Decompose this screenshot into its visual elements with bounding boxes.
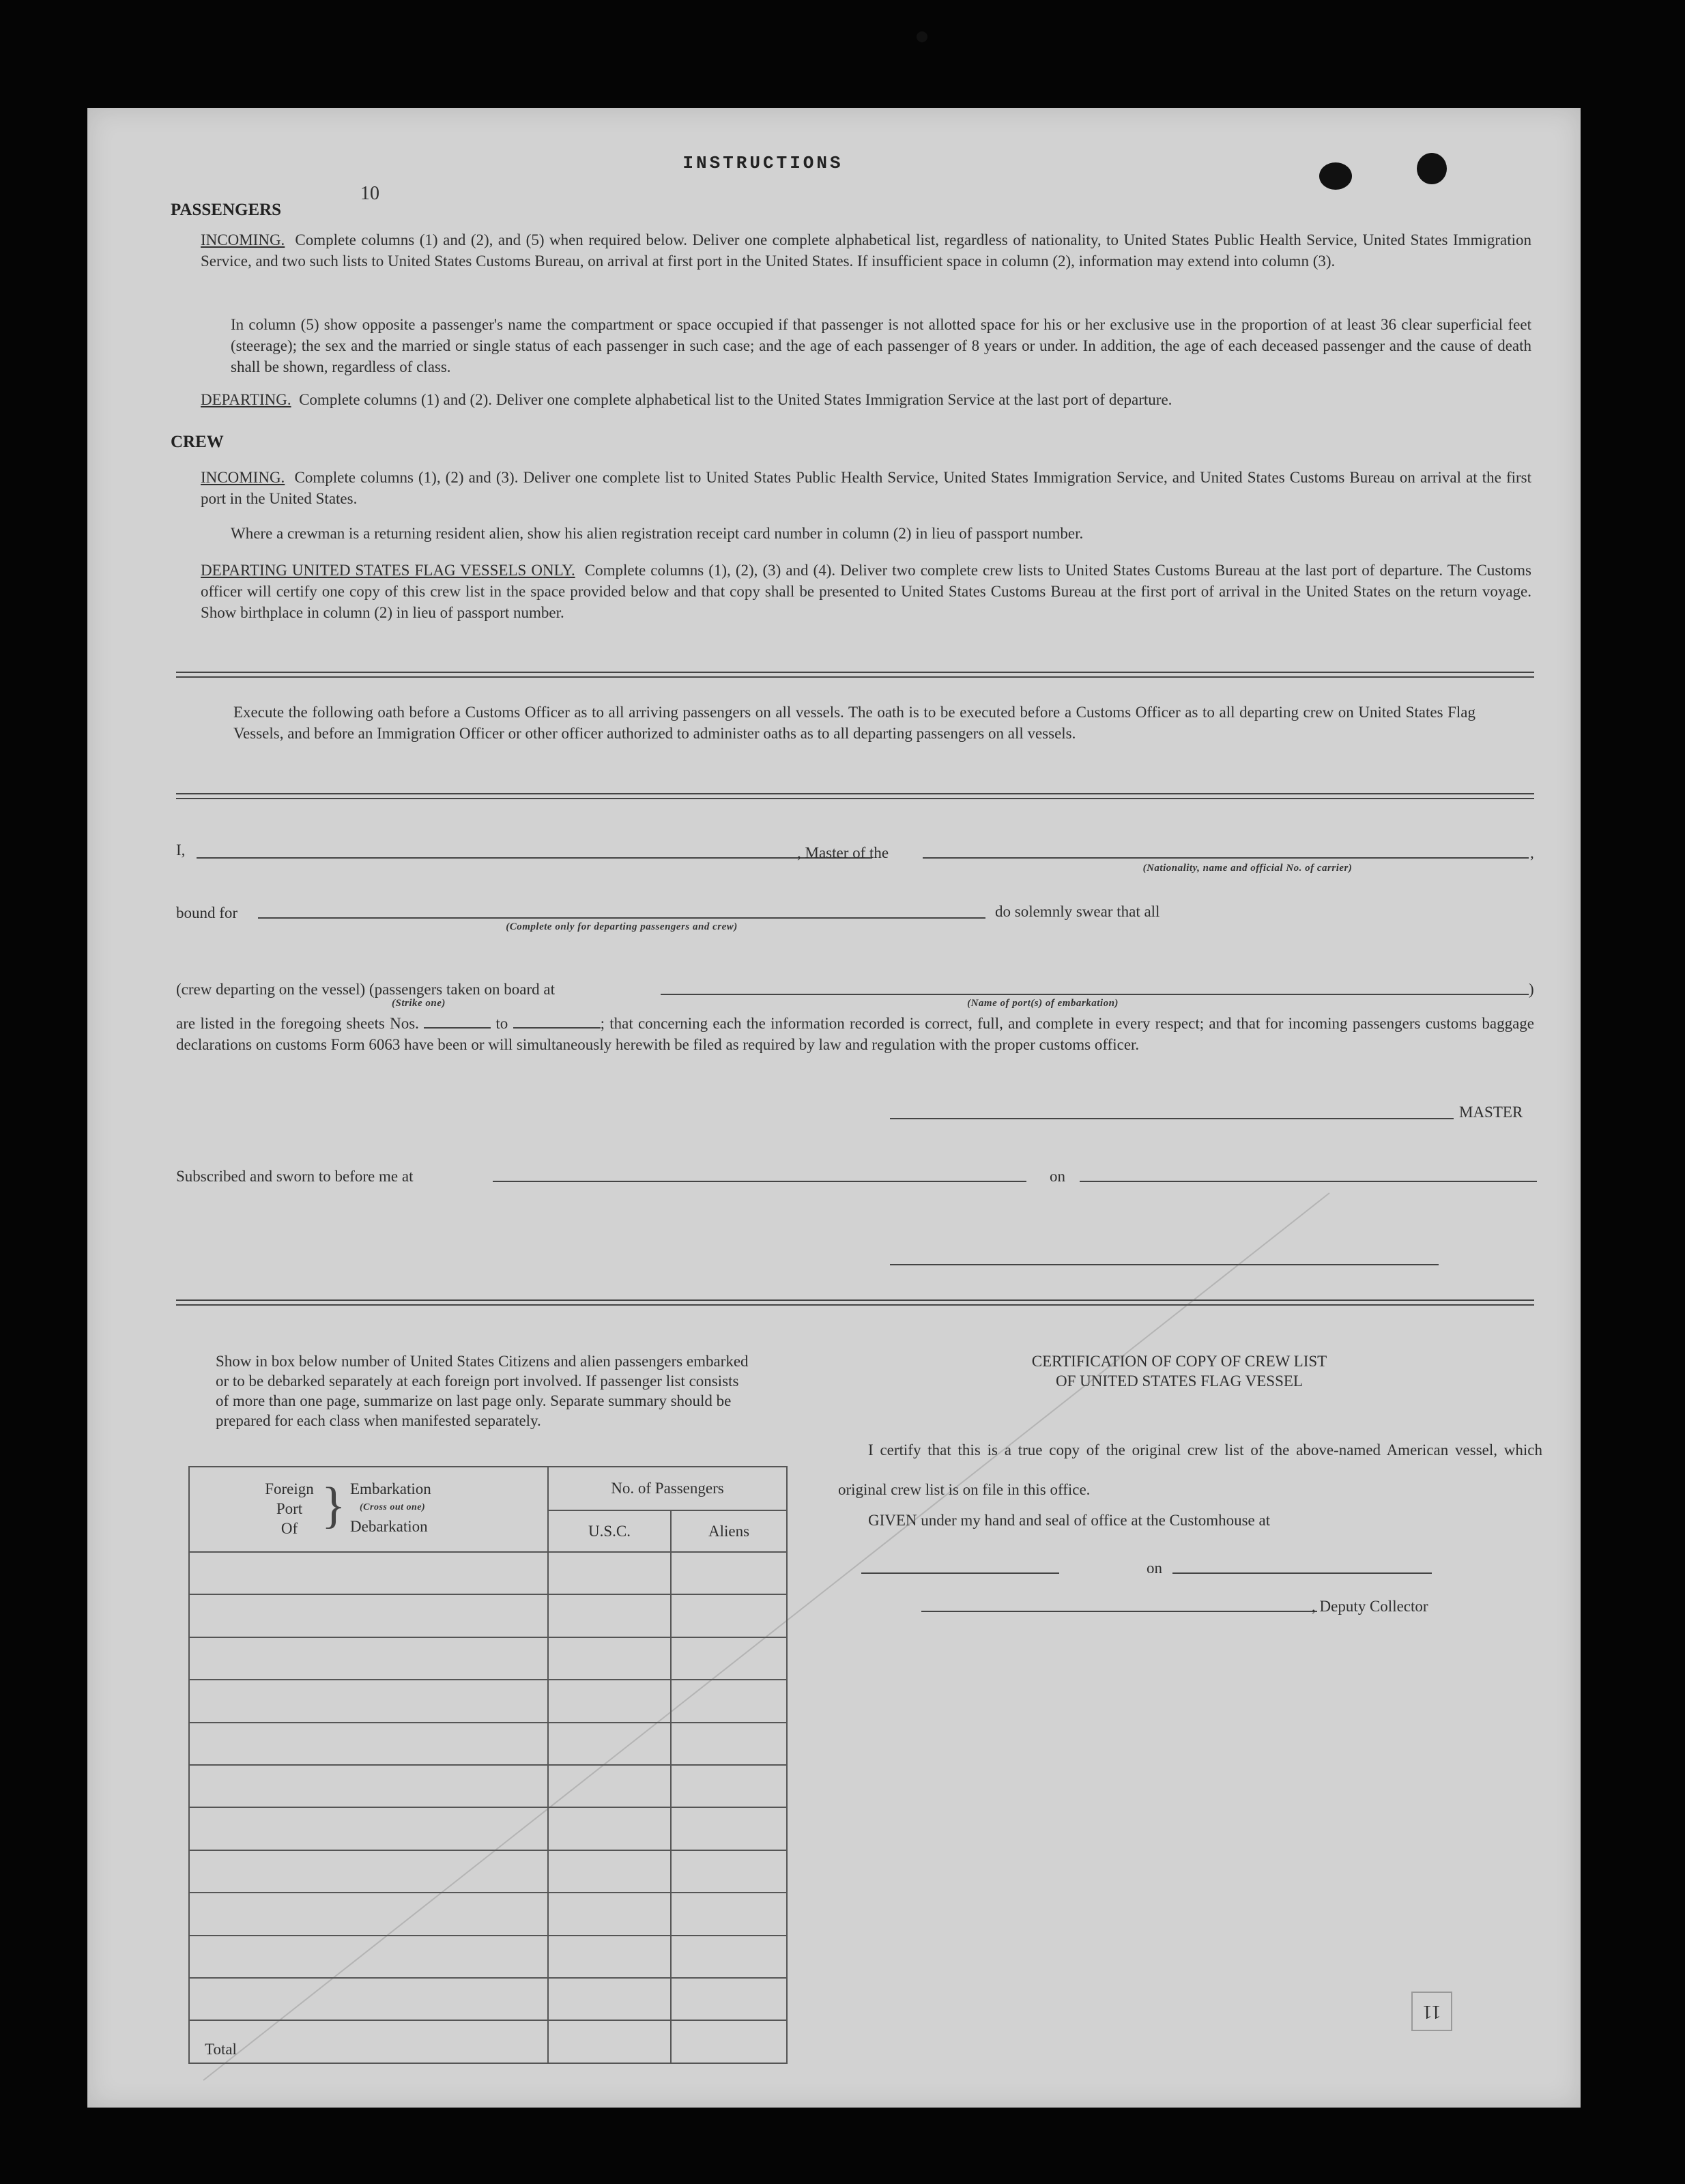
certification-title-line2: OF UNITED STATES FLAG VESSEL	[1056, 1373, 1303, 1390]
carrier-caption: (Nationality, name and official No. of carrier)	[1142, 863, 1353, 874]
certification-on: on	[1147, 1560, 1162, 1577]
col-of: Of	[280, 1520, 298, 1538]
oath-listed-b: ; that concerning each the information recorded is correct, full, and complete in every respect; and that for incoming passengers customs baggage declarations on customs Form 6063 have been or will simultaneously herewith be filed as required by law and regulation with the proper customs officer.	[176, 1015, 1534, 1053]
oath-bound-for: bound for	[176, 904, 238, 921]
col-crossout: (Cross out one)	[360, 1502, 426, 1513]
comma: ,	[1530, 844, 1534, 861]
total-label: Total	[189, 2020, 548, 2063]
sheet-number: 10	[360, 183, 379, 204]
page-number: 11	[1411, 1992, 1452, 2031]
passengers-incoming-text: Complete columns (1) and (2), and (5) when required below. Deliver one complete alphabetical list, regardless of nationality, to United States Public Health Service, United States Immigration Service, and two such lists to United States Customs Bureau, on arrival at first port in the United States. If insufficient space in column (2), information may extend into column (3).	[201, 231, 1532, 270]
col-embarkation: Embarkation	[350, 1480, 431, 1498]
oath-intro: Execute the following oath before a Customs Officer as to all arriving passengers on all vessels. The oath is to be executed before a Customs Officer as to all departing crew on United States Flag Vessels, and before an Immigration Officer or other officer authorized to administer oaths as to all departing passengers on all vessels.	[233, 704, 1475, 742]
oath-crew-passengers: (crew departing on the vessel) (passengers taken on board at	[176, 981, 555, 998]
passengers-heading: PASSENGERS	[171, 201, 282, 219]
master-label: MASTER	[1459, 1104, 1523, 1121]
crew-heading: CREW	[171, 433, 224, 451]
bleed-through-lines	[87, 108, 1581, 2108]
certification-title-line1: CERTIFICATION OF COPY OF CREW LIST	[1031, 1353, 1327, 1370]
col-debarkation: Debarkation	[350, 1518, 428, 1536]
oath-listed-to: to	[495, 1015, 508, 1032]
crew-departing-text: Complete columns (1), (2), (3) and (4). Deliver two complete crew lists to United States Customs Bureau at the last port of departure. The Customs officer will certify one copy of this crew list in the space provided below and that copy shall be presented to United States Customs Bureau at the first port of arrival in the United States on the return voyage. Show birthplace in column (2) in lieu of passport number.	[201, 562, 1532, 621]
num-passengers-header: No. of Passengers	[548, 1467, 787, 1510]
summary-instructions: Show in box below number of United States Citizens and alien passengers embarked or to be debarked separately at each foreign port involved. If passenger list consists of more than one page, summarize on last page only. Separate summary should be prepared for each class when manifested separately.	[216, 1353, 749, 1429]
oath-i-label: I,	[176, 842, 186, 859]
strike-one-caption: (Strike one)	[392, 998, 446, 1009]
bound-caption: (Complete only for departing passengers and crew)	[506, 921, 738, 932]
passengers-departing-text: Complete columns (1) and (2). Deliver one complete alphabetical list to the United States Immigration Service at the last port of departure.	[299, 391, 1172, 408]
ports-caption: (Name of port(s) of embarkation)	[967, 998, 1119, 1009]
brace-icon: }	[321, 1478, 346, 1534]
document-page	[87, 108, 1581, 2108]
passengers-column5-text: In column (5) show opposite a passenger's name the compartment or space occupied if that passenger is not allotted space for his or her exclusive use in the proportion of at least 36 clear superficial feet (steerage); the sex and the married or single status of each passenger in such case; and the age of each passenger of 8 years or under. In addition, the age of each deceased passenger and the cause of death shall be shown, regardless of class.	[231, 316, 1531, 375]
crew-resident-text: Where a crewman is a returning resident alien, show his alien registration receipt card number in column (2) in lieu of passport number.	[231, 525, 1084, 542]
crew-incoming-label: INCOMING.	[201, 469, 285, 486]
col-foreign: Foreign	[265, 1480, 314, 1498]
subscribed-label: Subscribed and sworn to before me at	[176, 1168, 414, 1185]
oath-master-of: , Master of the	[797, 844, 889, 861]
paren-close: )	[1529, 981, 1534, 998]
aliens-header: Aliens	[671, 1510, 787, 1552]
ink-spot	[917, 31, 927, 42]
bleed-line	[203, 1193, 1329, 2080]
crew-departing-label: DEPARTING UNITED STATES FLAG VESSELS ONLY.	[201, 562, 575, 579]
certification-text: I certify that this is a true copy of the original crew list of the above-named American vessel, which original crew list is on file in this office.	[838, 1441, 1542, 1498]
oath-swear: do solemnly swear that all	[995, 903, 1160, 920]
passengers-incoming-label: INCOMING.	[201, 231, 285, 248]
page-title: INSTRUCTIONS	[682, 153, 844, 173]
sworn-on-label: on	[1050, 1168, 1065, 1185]
crew-incoming-text: Complete columns (1), (2) and (3). Deliver one complete list to United States Public Health Service, United States Immigration Service, and United States Customs Bureau on arrival at the first port in the United States.	[201, 469, 1531, 507]
oath-listed-a: are listed in the foregoing sheets Nos.	[176, 1015, 419, 1032]
certification-given: GIVEN under my hand and seal of office at the Customhouse at	[868, 1512, 1271, 1529]
passengers-departing-label: DEPARTING.	[201, 391, 291, 408]
usc-header: U.S.C.	[548, 1510, 671, 1552]
col-port: Port	[276, 1500, 303, 1518]
deputy-collector-label: , Deputy Collector	[1312, 1598, 1428, 1615]
